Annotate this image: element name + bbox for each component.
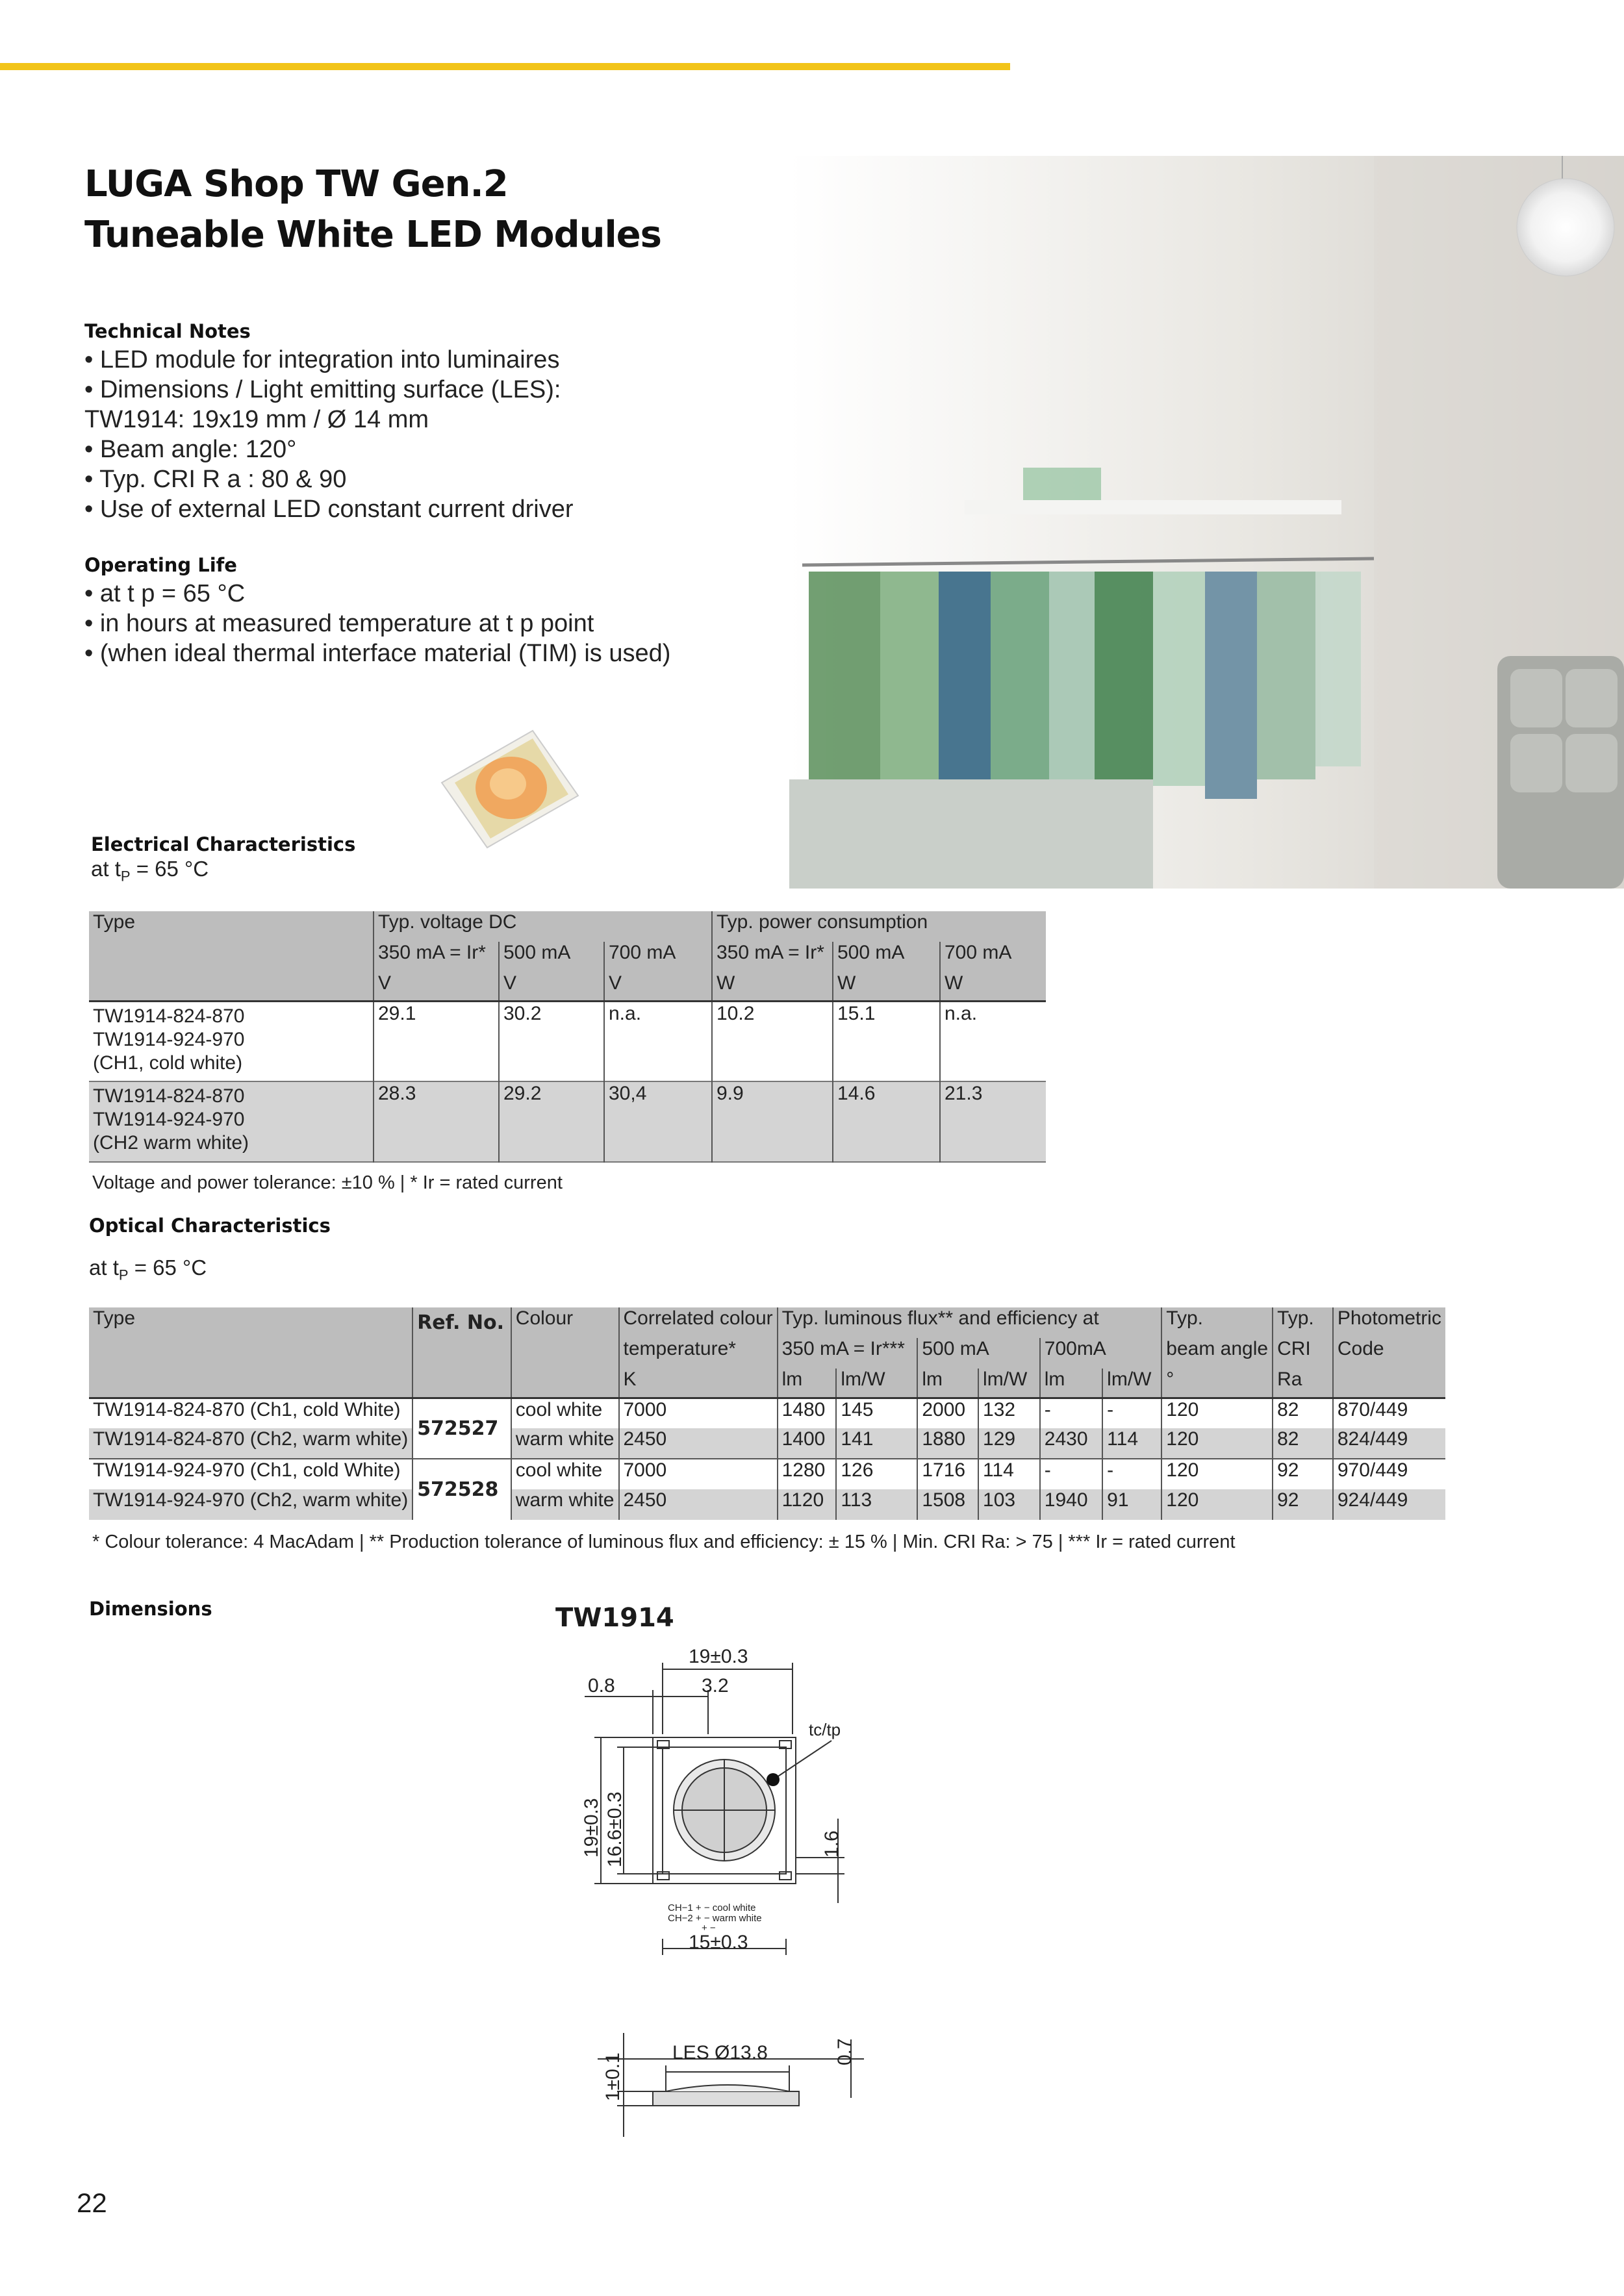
dimension-drawing (559, 1643, 896, 2156)
list-item: • Beam angle: 120° (84, 436, 297, 463)
electrical-subheading: at $t_P = 65$ °C (91, 857, 209, 885)
dim-dome: 0.7 (834, 2038, 856, 2065)
col-power: Typ. power consumption (712, 911, 1046, 942)
table-row: TW1914-824-870 (Ch2, warm white) warm white 2450 1400 141 1880 129 2430 114 120 82 824/449 (89, 1428, 1445, 1459)
shop-photo (789, 156, 1624, 889)
electrical-heading: Electrical Characteristics (91, 833, 356, 855)
unit-header: W (940, 972, 1046, 1001)
col-colour: Colour (511, 1307, 619, 1338)
ref-number: 572528 (412, 1459, 511, 1520)
optical-subheading: at $t_P = 65$ °C (89, 1255, 207, 1283)
unit-header: V (499, 972, 604, 1001)
dimensions-heading: Dimensions (89, 1598, 212, 1620)
led-module-image (435, 724, 585, 854)
dim-tc: tc/tp (809, 1720, 841, 1739)
technical-notes-heading: Technical Notes (84, 320, 251, 342)
technical-notes (84, 320, 574, 524)
list-item: • LED module for integration into luminaires (84, 346, 560, 373)
page-number: 22 (77, 2188, 107, 2218)
dim-thickness: 1±0.1 (602, 2052, 624, 2101)
electrical-footnote: Voltage and power tolerance: ±10 % | * Ir = rated current (92, 1172, 563, 1193)
current-header: 350 mA = Ir* (374, 942, 499, 972)
list-item: • Dimensions / Light emitting surface (LES): (84, 376, 561, 403)
table-row: TW1914-824-870 TW1914-924-970 (CH1, cold white) 29.1 30.2 n.a. 10.2 15.1 n.a. (89, 1001, 1046, 1081)
unit-header: V (604, 972, 712, 1001)
optical-footnote: * Colour tolerance: 4 MacAdam | ** Production tolerance of luminous flux and efficiency: ± 15 % | Min. CRI Ra: > 75 | *** Ir = rated current (92, 1532, 1236, 1552)
table-row: TW1914-824-870 TW1914-924-970 (CH2 warm white) 28.3 29.2 30,4 9.9 14.6 21.3 (89, 1081, 1046, 1162)
list-item: TW1914: 19x19 mm / Ø 14 mm (84, 406, 429, 433)
dim-pad-gap: 0.8 (588, 1675, 615, 1697)
operating-life-heading: Operating Life (84, 554, 237, 576)
list-item: • at t p = 65 °C (84, 580, 246, 607)
current-header: 500 mA (833, 942, 940, 972)
col-type: Type (89, 1307, 412, 1338)
list-item: • Typ. CRI R a : 80 & 90 (84, 466, 347, 493)
legend-1: CH−1 + − cool white (668, 1902, 756, 1913)
dim-height: 19±0.3 (581, 1798, 602, 1858)
title-line-2: Tuneable White LED Modules (84, 214, 661, 256)
operating-life (84, 554, 670, 668)
col-voltage: Typ. voltage DC (374, 911, 712, 942)
col-cct: Correlated colour (619, 1307, 778, 1338)
optical-heading: Optical Characteristics (89, 1215, 331, 1237)
shop-photo-illustration (789, 156, 1624, 889)
optical-table: Type Ref. No. Colour Correlated colour Typ. luminous flux** and efficiency at Typ. Typ. Photometric temperature* 350 mA = Ir*** 500 mA 700mA beam angle CRI Code K lm lm/W lm lm/W lm lm/W ° Ra TW1914-824-870 (Ch1, cold White) 572527 cool white 7000 1480 145 2000 132 - - 120 82 870/449 TW1914-824-870 (Ch2, warm white) warm white 2450 1400 141 1880 129 2430 114 120 82 824/449 TW1914-924-970 (Ch1, cold White) 572528 cool white 7000 1280 126 1716 114 - - 120 92 970/449 TW1914-924-970 (Ch2, warm white) warm white 2450 1120 113 1508 103 1940 91 120 92 924/449 (89, 1307, 1445, 1520)
technical-notes-list (84, 345, 574, 524)
col-type: Type (89, 911, 374, 942)
unit-header: V (374, 972, 499, 1001)
drawing-title: TW1914 (555, 1603, 674, 1633)
list-item: • Use of external LED constant current driver (84, 496, 574, 523)
ref-number: 572527 (412, 1398, 511, 1459)
list-item: • (when ideal thermal interface material (TIM) is used) (84, 640, 671, 667)
col-ref: Ref. No. (412, 1307, 511, 1338)
current-header: 700 mA (604, 942, 712, 972)
legend-3: + − (702, 1923, 716, 1934)
col-flux: Typ. luminous flux** and efficiency at (778, 1307, 1162, 1338)
table-row: TW1914-924-970 (Ch1, cold White) 572528 cool white 7000 1280 126 1716 114 - - 120 92 970/449 (89, 1459, 1445, 1489)
table-row: TW1914-824-870 (Ch1, cold White) 572527 cool white 7000 1480 145 2000 132 - - 120 82 870/449 (89, 1398, 1445, 1428)
legend-2: CH−2 + − warm white (668, 1913, 762, 1924)
dim-tc-offset: 1.6 (821, 1830, 843, 1858)
dim-les: LES Ø13.8 (672, 2042, 768, 2063)
current-header: 500 mA (499, 942, 604, 972)
electrical-heading-block (91, 833, 355, 885)
accent-bar (0, 63, 1010, 70)
unit-header: W (833, 972, 940, 1001)
dim-width: 19±0.3 (689, 1646, 748, 1667)
current-header: 350 mA = Ir* (712, 942, 833, 972)
col-cri: Typ. (1273, 1307, 1333, 1338)
title-line-1: LUGA Shop TW Gen.2 (84, 163, 508, 205)
current-header: 700 mA (940, 942, 1046, 972)
col-photo: Photometric (1333, 1307, 1445, 1338)
list-item: • in hours at measured temperature at t p point (84, 610, 594, 637)
unit-header: W (712, 972, 833, 1001)
electrical-table (89, 911, 1046, 1163)
dim-pad-width: 3.2 (702, 1675, 729, 1697)
operating-life-list (84, 579, 670, 668)
col-beam: Typ. (1161, 1307, 1273, 1338)
dim-inner-height: 16.6±0.3 (604, 1791, 626, 1867)
page-title (84, 159, 661, 260)
dim-bottom-width: 15±0.3 (689, 1932, 748, 1953)
table-row: TW1914-924-970 (Ch2, warm white) warm white 2450 1120 113 1508 103 1940 91 120 92 924/449 (89, 1489, 1445, 1520)
